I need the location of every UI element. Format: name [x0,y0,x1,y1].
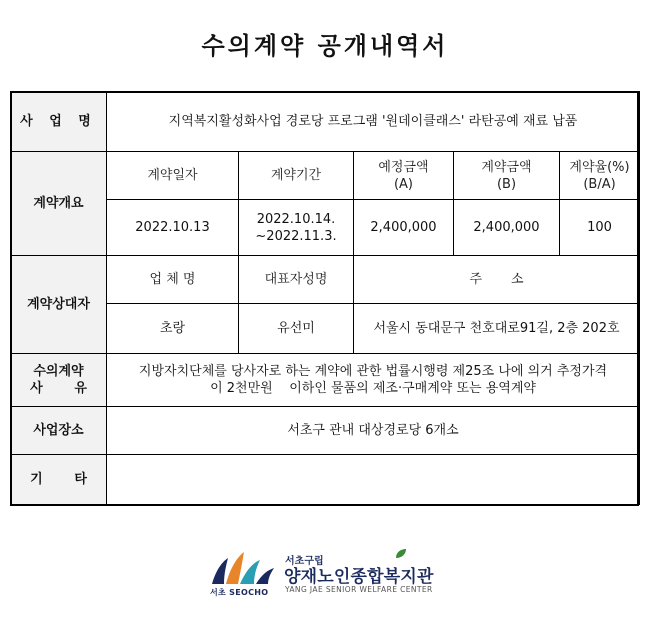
leaf-icon [394,548,408,560]
seocho-district-text: 서초 SEOCHO [210,588,269,597]
estimate-value: 2,400,000 [354,200,454,256]
rate-header-line2: (B/A) [583,176,616,192]
center-logo [208,550,448,598]
contract-date-header: 계약일자 [107,152,239,200]
seocho-emblem-icon [208,550,280,588]
reason-label-line1: 수의계약 [33,364,84,379]
contract-period-line1: 2022.10.14. [256,211,336,227]
contract-period-line2: ~2022.11.3. [255,228,337,244]
company-header: 업 체 명 [107,256,239,304]
estimate-header-line1: 예정금액 [378,159,429,175]
contract-date-value: 2022.10.13 [107,200,239,256]
amount-value: 2,400,000 [454,200,560,256]
contract-period-header: 계약기간 [239,152,354,200]
amount-header-line1: 계약금액 [481,159,532,175]
location-value: 서초구 관내 대상경로당 6개소 [107,407,640,455]
counterparty-label: 계약상대자 [11,256,107,354]
reason-label-line2: 사 유 [30,381,87,396]
etc-label: 기 타 [11,455,107,505]
rate-value: 100 [560,200,640,256]
rate-header-line1: 계약율(%) [569,159,630,175]
overview-label: 계약개요 [11,152,107,256]
representative-value: 유선미 [239,304,354,354]
reason-line1: 지방자치단체를 당사자로 하는 계약에 관한 법률시행령 제25조 나에 의거 추정가격 [138,364,608,379]
estimate-header-line2: (A) [393,176,414,192]
project-label: 사 업 명 [11,92,107,152]
address-value: 서울시 동대문구 천호대로91길, 2층 202호 [354,304,640,354]
company-value: 초랑 [107,304,239,354]
table-outer-border [10,91,639,506]
amount-header-line2: (B) [496,176,517,192]
representative-header: 대표자성명 [239,256,354,304]
reason-line2: 이 2천만원 이하인 물품의 제조·구매계약 또는 용역계약 [210,381,536,396]
location-label: 사업장소 [11,407,107,455]
address-header: 주 소 [354,256,640,304]
logo-center-name: 양재노인종합복지관 [284,567,434,587]
logo-subtitle: 서초구립 [285,556,324,567]
document-title: 수의계약 공개내역서 [201,32,449,60]
logo-english-name: YANG JAE SENIOR WELFARE CENTER [285,585,433,594]
project-name-value: 지역복지활성화사업 경로당 프로그램 '원데이클래스' 라탄공예 재료 납품 [107,92,640,152]
